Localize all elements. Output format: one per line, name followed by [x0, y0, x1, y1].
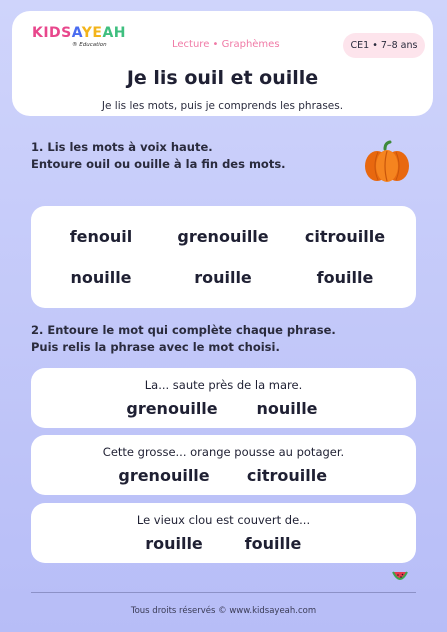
sentence-option[interactable]: grenouille: [118, 466, 210, 485]
sentence-option[interactable]: citrouille: [246, 466, 328, 485]
sentence-text: Cette grosse... orange pousse au potager.: [102, 445, 345, 459]
page-title: Je lis ouil et ouille: [126, 67, 319, 89]
sentence-card: [31, 503, 416, 563]
sentence-option[interactable]: grenouille: [126, 399, 218, 418]
exercise2-line2: Puis relis la phrase avec le mot choisi.: [31, 340, 280, 354]
footer-copyright: Tous droits réservés © www.kidsayeah.com: [130, 606, 317, 616]
logo-subtitle: ® Education: [72, 42, 107, 48]
word-item[interactable]: rouille: [194, 268, 252, 287]
word-item[interactable]: fenouil: [69, 227, 133, 246]
sentence-card: [31, 435, 416, 495]
level-badge: CE1 • 7–8 ans: [343, 33, 425, 58]
header-card: [12, 11, 433, 116]
sentence-text: La... saute près de la mare.: [144, 378, 303, 392]
exercise1-line1: 1. Lis les mots à voix haute.: [31, 140, 213, 154]
exercise1-instructions: [31, 139, 286, 173]
sentence-option[interactable]: nouille: [256, 399, 318, 418]
sentence-option[interactable]: rouille: [145, 534, 203, 553]
word-item[interactable]: grenouille: [177, 227, 269, 246]
word-item[interactable]: nouille: [70, 268, 132, 287]
watermelon-icon: [392, 570, 408, 583]
word-item[interactable]: citrouille: [304, 227, 386, 246]
sentence-card: [31, 368, 416, 428]
footer-divider: [31, 592, 416, 593]
page-subtitle: Je lis les mots, puis je comprends les phrases.: [101, 100, 344, 112]
brand-logo: KIDSAYEAH: [32, 25, 127, 41]
exercise2-line1: 2. Entoure le mot qui complète chaque phrase.: [31, 323, 336, 337]
pumpkin-icon: [363, 140, 411, 184]
subject-label: Lecture • Graphèmes: [172, 39, 280, 50]
sentence-text: Le vieux clou est couvert de...: [136, 513, 311, 527]
exercise1-line2: Entoure ouil ou ouille à la fin des mots.: [31, 157, 286, 171]
word-list-card: [31, 206, 416, 308]
exercise2-instructions: [31, 322, 336, 356]
word-item[interactable]: fouille: [316, 268, 374, 287]
sentence-option[interactable]: fouille: [244, 534, 302, 553]
